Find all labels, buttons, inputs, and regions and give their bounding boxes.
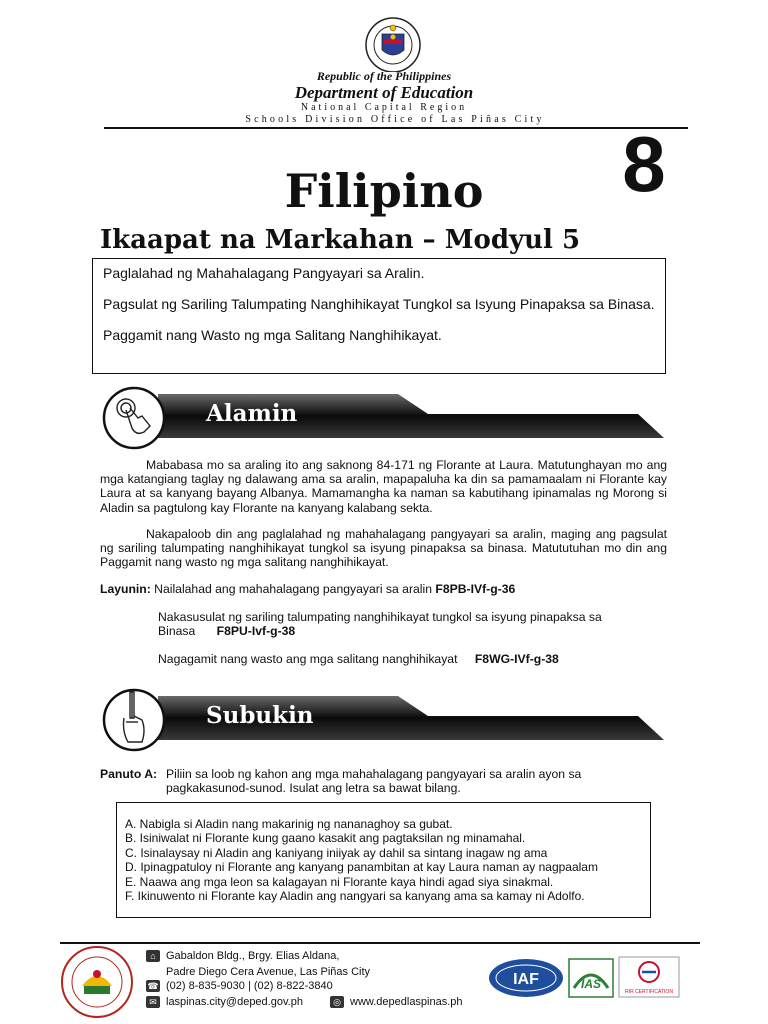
grade-number: 8 (622, 120, 666, 208)
objective-text: Nagagamit nang wasto ang mga salitang nanghihikayat (158, 652, 458, 666)
panuto-text: Piliin sa loob ng kahon ang mga mahahalagang pangyayari sa aralin ayon sa pagkakasunod-sunod. Isulat ang letra sa bawat bilang. (166, 767, 582, 796)
globe-icon: ◎ (330, 996, 344, 1008)
iaf-label: IAF (513, 971, 539, 988)
objective-2 (158, 610, 638, 638)
mail-icon: ✉ (146, 996, 160, 1008)
panuto-label: Panuto A: (100, 767, 158, 781)
ias-label: IAS (580, 977, 602, 991)
choice-item: B. Isiniwalat ni Florante kung gaano kasakit ang pagtaksilan ng minamahal. (125, 831, 526, 846)
rir-certification-badge (618, 956, 680, 998)
subukin-banner (98, 688, 670, 752)
footer-email[interactable]: ✉ laspinas.city@deped.gov.ph (146, 996, 303, 1008)
objective-code: F8PU-Ivf-g-38 (216, 624, 296, 639)
competency-item: Paggamit nang Wasto ng mga Salitang Nanghihikayat. (103, 327, 442, 343)
competency-item: Pagsulat ng Sariling Talumpating Nanghihikayat Tungkol sa Isyung Pinapaksa sa Binasa. (103, 296, 655, 312)
subject-title: Filipino (284, 164, 484, 218)
objective-text: Nakasusulat ng sariling talumpating nanghihikayat tungkol sa isyung pinapaksa sa Binasa (158, 610, 602, 639)
choice-item: A. Nabigla si Aladin nang makarinig ng nananaghoy sa gubat. (125, 817, 453, 831)
ias-badge (568, 958, 614, 998)
choices-box (116, 802, 651, 918)
quarter-module-title: Ikaapat na Markahan – Modyul 5 (100, 225, 581, 255)
layunin-label: Layunin: (100, 582, 151, 596)
republic-line: Republic of the Philippines (316, 69, 452, 83)
objective-code: F8WG-IVf-g-38 (474, 652, 559, 666)
choice-item: D. Ipinagpatuloy ni Florante ang kanyang panambitan at kay Laura naman ay nagpaalam (125, 860, 598, 875)
objective-3 (158, 652, 559, 666)
alamin-banner (98, 386, 670, 450)
alamin-paragraph-1: Mababasa mo sa araling ito ang saknong 84-171 ng Florante at Laura. Matutunghayan mo ang mga katangiang taglay ng dalawang ama sa aralin, mapapaluha ka din sa pamamaalam ni Florante kay Laura at sa kanyang bayang Albanya. Mamamangha ka naman sa kabutihang ipinamalas ng Morong si Aladin sa pagtulong kay Florante na kanyang kalabang sekta. (100, 458, 667, 515)
footer-website[interactable]: ◎ www.depedlaspinas.ph (330, 996, 463, 1008)
phone-icon: ☎ (147, 981, 159, 991)
competency-item: Paglalahad ng Mahahalagang Pangyayari sa Aralin. (103, 265, 425, 281)
alamin-title: Alamin (206, 400, 298, 427)
subukin-title: Subukin (206, 702, 314, 729)
deped-seal (352, 14, 434, 72)
objective-code: F8PB-IVf-g-36 (435, 582, 516, 596)
division-logo (58, 944, 136, 1020)
department-name: Department of Education (294, 83, 474, 102)
footer-phone: ☎ (02) 8-835-9030 | (02) 8-822-3840 (147, 980, 333, 992)
objective-text: Nailalahad ang mahahalagang pangyayari sa aralin (154, 582, 432, 596)
objective-1 (100, 582, 515, 596)
home-icon: ⌂ (146, 950, 160, 962)
footer-address-line-1: ⌂ Gabaldon Bldg., Brgy. Elias Aldana, (146, 950, 339, 962)
competencies-box (92, 258, 666, 374)
footer-address-line-2: Padre Diego Cera Avenue, Las Piñas City (166, 966, 371, 978)
rir-label: RIR CERTIFICATION (625, 989, 673, 995)
division-name: Schools Division Office of Las Piñas City (245, 114, 545, 125)
region-name: National Capital Region (300, 102, 468, 113)
choice-item: F. Ikinuwento ni Florante kay Aladin ang nangyari sa kanyang ama sa kamay ni Adolfo. (125, 889, 585, 904)
iaf-badge (488, 958, 564, 998)
alamin-paragraph-2: Nakapaloob din ang paglalahad ng mahahalagang pangyayari sa aralin, maging ang pagsulat ng sariling talumpating nanghihikayat tungkol sa isyung pinapaksa sa binasa. Matututuhan mo din ang Paggamit nang wasto ng mga salitang nanghihikayat. (100, 527, 667, 570)
choice-item: C. Isinalaysay ni Aladin ang kaniyang iniiyak ay dahil sa sintang inagaw ng ama (125, 845, 548, 860)
choice-item: E. Naawa ang mga leon sa kalagayan ni Florante kaya hindi agad siya sinakmal. (125, 874, 554, 889)
footer-divider (60, 942, 700, 944)
